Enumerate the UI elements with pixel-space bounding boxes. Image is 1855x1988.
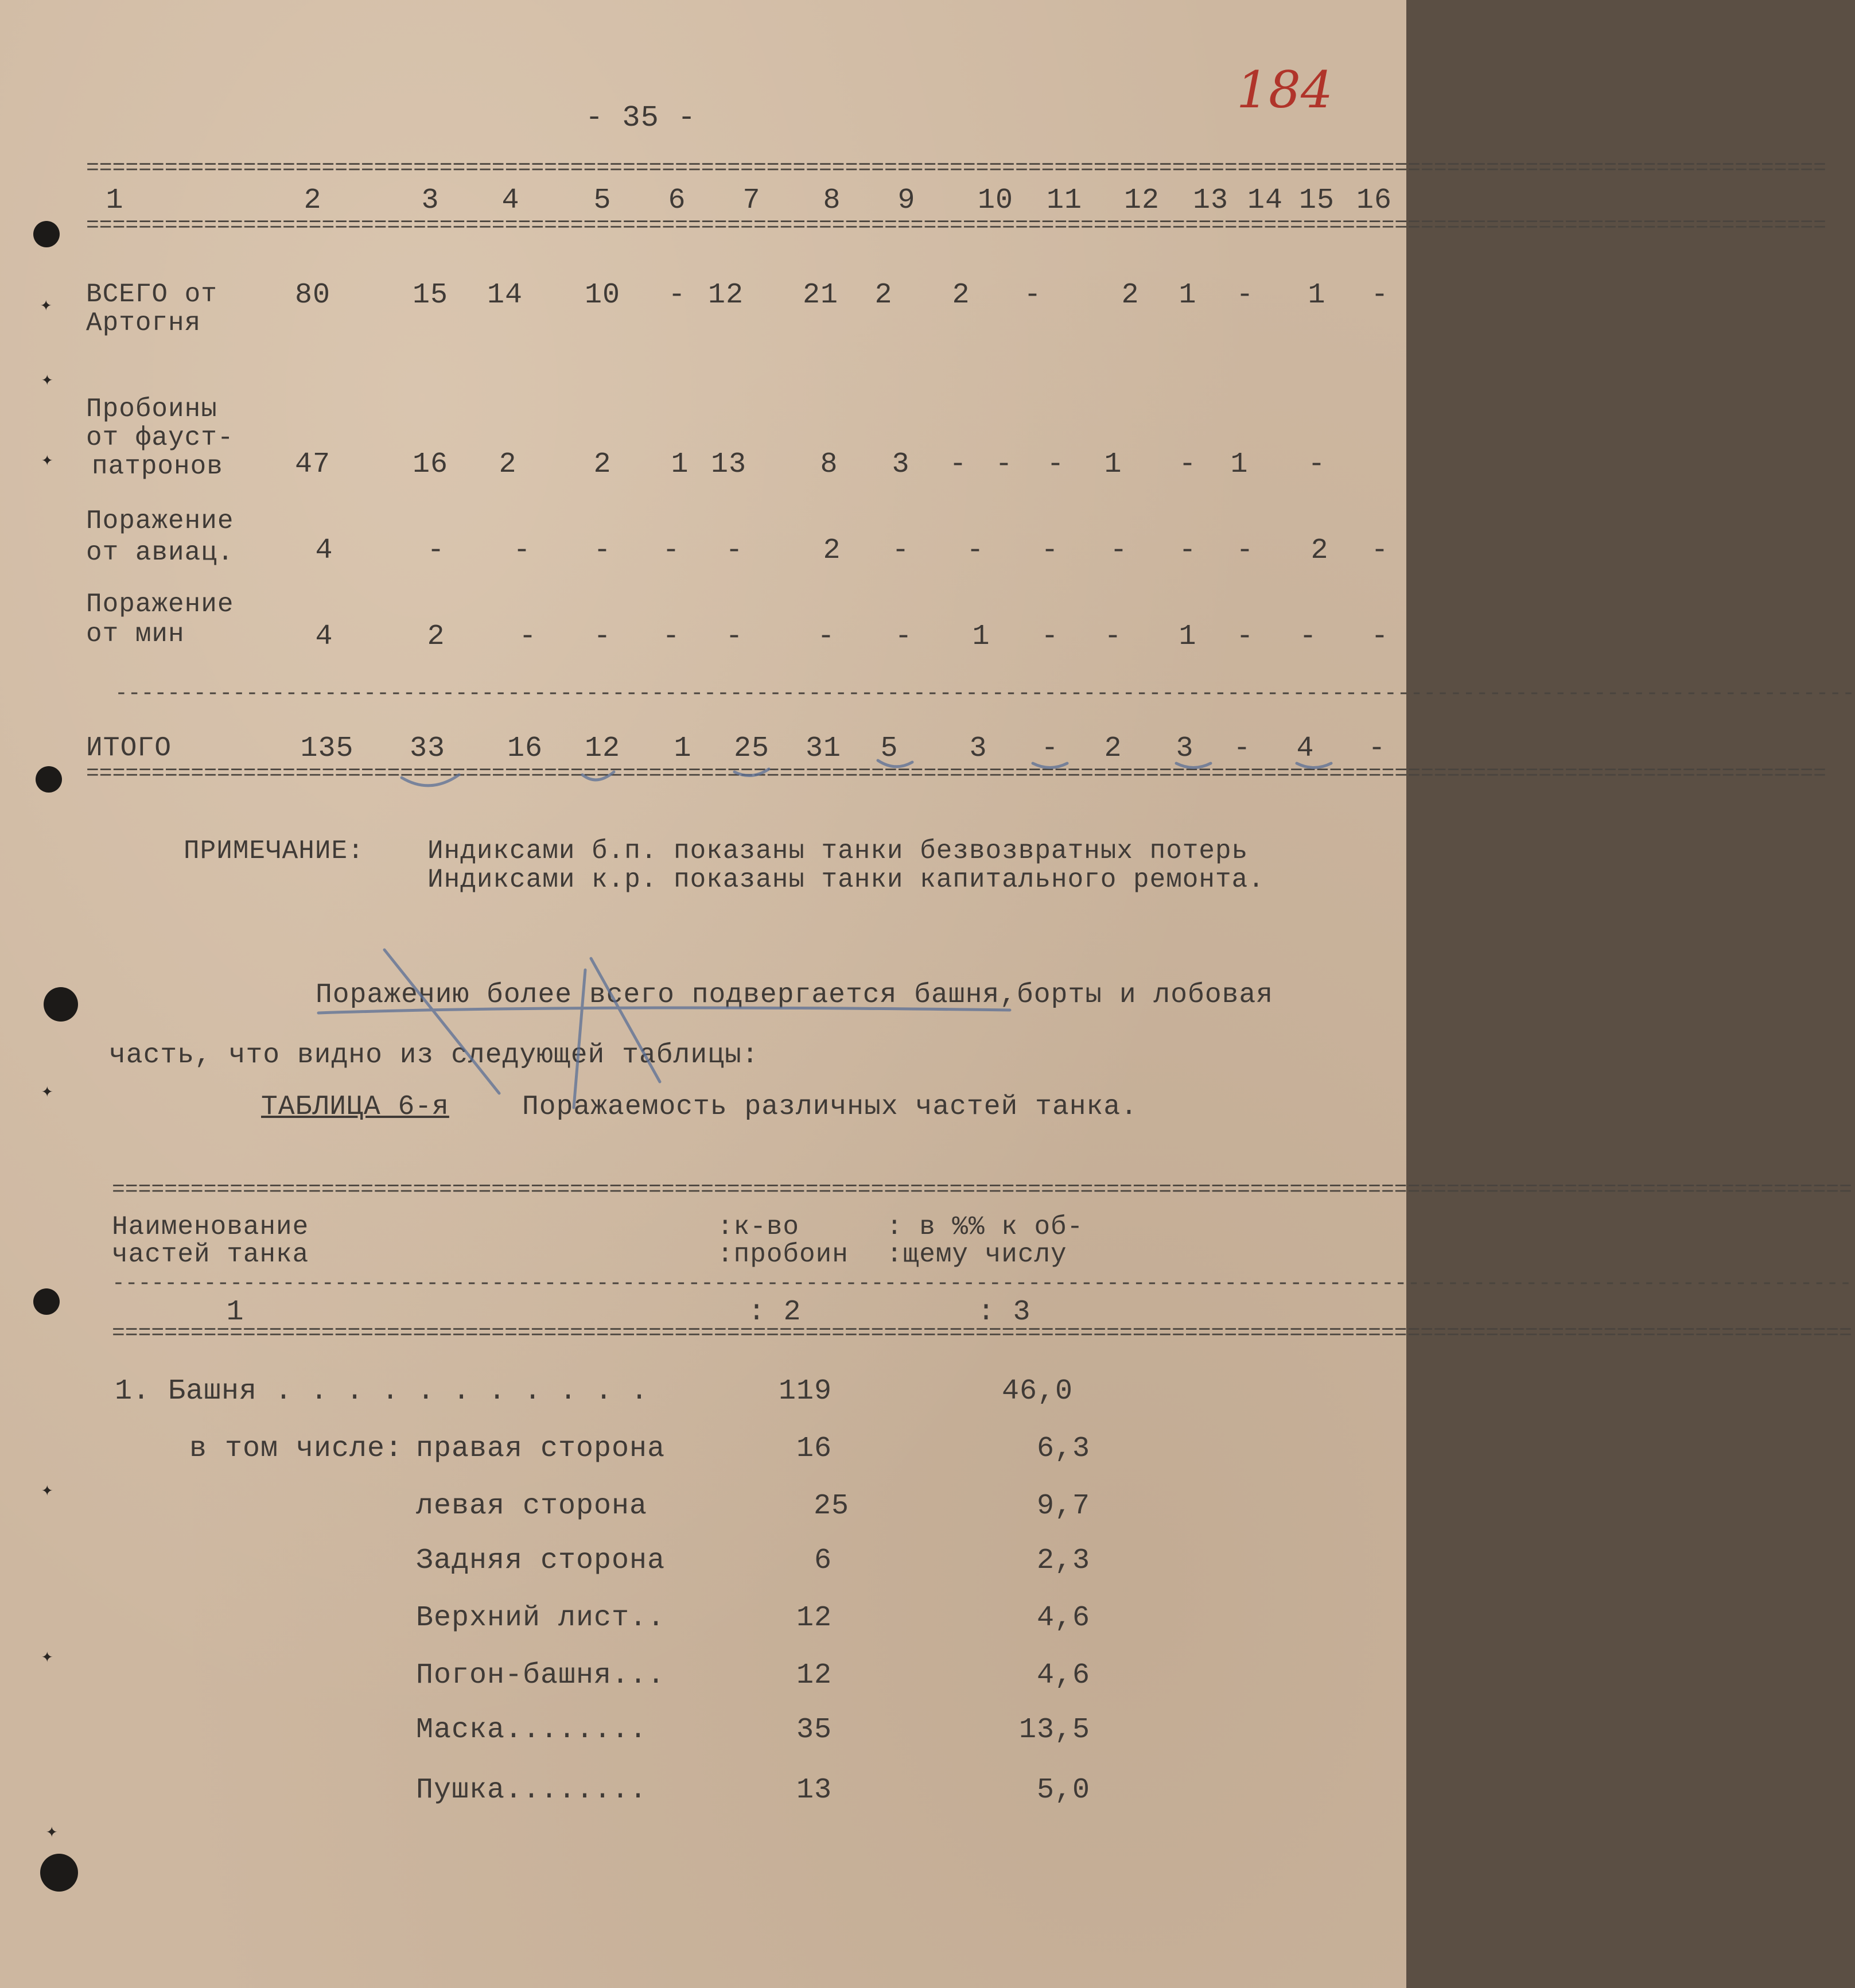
table-cell: 2	[1121, 279, 1140, 312]
column-number: 10	[977, 184, 1013, 217]
column-header-line: : в %% к об-	[886, 1212, 1084, 1242]
column-number: 1	[226, 1296, 244, 1329]
column-number: 16	[1356, 184, 1392, 217]
column-number: 15	[1298, 184, 1335, 217]
hits-count: 13	[796, 1774, 832, 1807]
column-number: 9	[897, 184, 916, 217]
note-line: Индиксами б.п. показаны танки безвозвратных потерь	[427, 836, 1249, 866]
table-cell: -	[513, 534, 531, 567]
hits-percent: 5,0	[1036, 1774, 1090, 1807]
column-number: : 2	[748, 1296, 802, 1329]
table-cell: 13	[710, 448, 746, 481]
hits-percent: 9,7	[1036, 1490, 1090, 1523]
table-cell: -	[593, 534, 612, 567]
table-cell: 5	[880, 732, 899, 765]
table-cell: 25	[733, 732, 769, 765]
column-header-line: :пробоин	[717, 1240, 849, 1269]
row-label-line: от фауст-	[86, 423, 234, 453]
table-cell: 2	[952, 279, 970, 312]
table-cell: -	[662, 534, 680, 567]
table-cell: -	[1233, 732, 1251, 765]
table-cell: 16	[507, 732, 543, 765]
table-cell: 8	[820, 448, 838, 481]
hits-count: 6	[814, 1544, 832, 1577]
table-cell: 1	[1179, 279, 1197, 312]
paragraph-line: часть, что видно из следующей таблицы:	[109, 1040, 759, 1071]
table-cell: 135	[300, 732, 354, 765]
table-cell: -	[593, 620, 612, 653]
column-header-line: :к-во	[717, 1212, 800, 1242]
archive-document-page: ✦ ✦ ✦ ✦ ✦ ✦ ✦ - 35 - 184 ===================================================================================================================================== 1 2 3 4 5 6 7 8 9 10 11 12 13 14 15 16 ===================================================================================================================================== ВСЕГО от Артогня 80 15 14 10 - 12 21 2 2 - 2 1 - 1 - Пробоины от фауст- патронов 47 16 2 2 1 13 8 3 - - - 1 - 1 - Поражение от авиац. 4 - - - - - 2 - - - - - - 2 - Поражение от мин 4 2 - - - - - - 1 - - 1 - - - ------------------------------------------------------------------------------------------------------------------------------------- ИТОГО 135 33 16 12 1 25 31 5 3 - 2 3 - 4 - ===================================================================================================================================== ПРИМЕЧАНИЕ: Индиксами б.п. показаны танки безвозвратных потерь Индиксами к.р. показаны танки капитального ремонта. Поражению более всего подвергается башня,борты и лобовая часть, что видно из следующей таблицы: ТАБЛИЦА 6-я Поражаемость различных частей танка. ===================================================================================================================================== Наименование частей танка :к-во :пробоин : в %% к об- :щему числу ------------------------------------------------------------------------------------------------------------------------------------- 1 : 2 : 3 ===================================================================================================================================== 1. Башня . . . . . . . . . . . 119 46,0 в том числе: правая сторона 16 6,3 левая сторона 25 9,7 Задняя сторона 6 2,3 Верхний лист.. 12 4,6 Погон-башня... 12 4,6 Маска........ 35 13,5 Пушка........ 13 5,0	[0, 0, 1406, 1988]
row-label: левая сторона	[416, 1490, 648, 1523]
table-cell: -	[817, 620, 835, 653]
row-label: Погон-башня...	[416, 1659, 666, 1692]
table-cell: 3	[969, 732, 987, 765]
table-cell: -	[1368, 732, 1386, 765]
column-number: 3	[421, 184, 440, 217]
column-number: 13	[1192, 184, 1228, 217]
hits-count: 25	[813, 1490, 849, 1523]
hits-count: 12	[796, 1659, 832, 1692]
row-label: Задняя сторона	[416, 1544, 666, 1577]
table-cell: -	[1179, 448, 1197, 481]
double-rule: =====================================================================================================================================	[112, 1178, 1852, 1202]
table-cell: 33	[409, 732, 445, 765]
row-label-line: Артогня	[86, 308, 201, 338]
table-cell: -	[995, 448, 1013, 481]
table-cell: 2	[1310, 534, 1329, 567]
table-cell: -	[519, 620, 537, 653]
row-label: Маска........	[416, 1714, 648, 1746]
table-cell: -	[1179, 534, 1197, 567]
table-cell: -	[725, 620, 744, 653]
hits-percent: 2,3	[1036, 1544, 1090, 1577]
table-cell: -	[1371, 279, 1389, 312]
row-label: Пушка........	[416, 1774, 648, 1807]
table-cell: -	[1104, 620, 1122, 653]
column-number: 7	[742, 184, 761, 217]
double-rule: =====================================================================================================================================	[86, 213, 1826, 238]
column-number: 5	[593, 184, 612, 217]
table-cell: 15	[412, 279, 448, 312]
hits-count: 35	[796, 1714, 832, 1746]
hits-count: 119	[778, 1375, 832, 1408]
table-cell: -	[1024, 279, 1042, 312]
table-cell: -	[1236, 620, 1254, 653]
column-number: 11	[1046, 184, 1082, 217]
hits-percent: 6,3	[1036, 1432, 1090, 1465]
row-label-line: Поражение	[86, 506, 234, 536]
table-cell: 3	[1176, 732, 1194, 765]
hits-count: 12	[796, 1602, 832, 1634]
double-rule: =====================================================================================================================================	[112, 1321, 1852, 1346]
table-cell: -	[1308, 448, 1326, 481]
table-cell: -	[1041, 620, 1059, 653]
table-cell: 2	[1104, 732, 1122, 765]
table-cell: -	[1041, 732, 1059, 765]
row-label: 1. Башня . . . . . . . . . . .	[115, 1375, 649, 1408]
column-header-line: Наименование	[112, 1212, 309, 1242]
row-prefix: в том числе:	[189, 1432, 403, 1465]
archive-folio-number: 184	[1236, 60, 1333, 119]
table-cell: 1	[1179, 620, 1197, 653]
row-label-line: от мин	[86, 619, 185, 649]
table-cell: -	[1110, 534, 1128, 567]
total-label: ИТОГО	[86, 733, 172, 764]
note-heading: ПРИМЕЧАНИЕ:	[184, 836, 364, 866]
table-cell: 12	[584, 732, 620, 765]
column-number: : 3	[977, 1296, 1031, 1329]
table-cell: 2	[499, 448, 517, 481]
table-cell: 4	[315, 534, 333, 567]
table-cell: 10	[584, 279, 620, 312]
table-cell: 2	[823, 534, 841, 567]
column-number: 8	[823, 184, 841, 217]
table-cell: -	[1236, 279, 1254, 312]
table-cell: -	[1371, 620, 1389, 653]
note-line: Индиксами к.р. показаны танки капитального ремонта.	[427, 865, 1265, 895]
row-label-line: ВСЕГО от	[86, 279, 217, 309]
dashed-rule: -------------------------------------------------------------------------------------------------------------------------------------	[112, 1271, 1852, 1296]
double-rule: =====================================================================================================================================	[86, 156, 1826, 181]
table-cell: 1	[972, 620, 990, 653]
row-label-line: патронов	[92, 452, 223, 482]
table-cell: -	[1299, 620, 1317, 653]
column-number: 4	[501, 184, 520, 217]
row-label-line: Поражение	[86, 589, 234, 619]
table-cell: 47	[294, 448, 330, 481]
row-label-line: от авиац.	[86, 538, 234, 568]
page-number: - 35 -	[585, 101, 697, 135]
table-cell: 2	[593, 448, 612, 481]
column-number: 6	[668, 184, 686, 217]
column-number: 12	[1123, 184, 1160, 217]
table-cell: 12	[707, 279, 744, 312]
hits-count: 16	[796, 1432, 832, 1465]
table6-label: ТАБЛИЦА 6-я	[261, 1092, 449, 1123]
table-cell: 80	[294, 279, 330, 312]
table-cell: -	[1236, 534, 1254, 567]
table-cell: -	[892, 534, 910, 567]
hits-percent: 46,0	[1001, 1375, 1073, 1408]
row-label-line: Пробоины	[86, 394, 217, 424]
hits-percent: 4,6	[1036, 1659, 1090, 1692]
table-cell: 2	[427, 620, 445, 653]
column-number: 1	[106, 184, 124, 217]
table-cell: -	[662, 620, 680, 653]
table-cell: 14	[487, 279, 523, 312]
column-header-line: частей танка	[112, 1240, 309, 1269]
column-number: 2	[304, 184, 322, 217]
table6-title: Поражаемость различных частей танка.	[522, 1092, 1138, 1123]
table-cell: 2	[874, 279, 893, 312]
hits-percent: 4,6	[1036, 1602, 1090, 1634]
table-cell: 1	[1104, 448, 1122, 481]
table-cell: 1	[1308, 279, 1326, 312]
table-cell: -	[949, 448, 967, 481]
dashed-rule: -------------------------------------------------------------------------------------------------------------------------------------	[115, 681, 1855, 706]
table-cell: -	[1047, 448, 1065, 481]
row-label: Верхний лист..	[416, 1602, 666, 1634]
row-label: правая сторона	[416, 1432, 666, 1465]
table-cell: -	[1371, 534, 1389, 567]
paragraph-line: Поражению более всего подвергается башня,борты и лобовая	[316, 980, 1274, 1011]
table-cell: 3	[892, 448, 910, 481]
table-cell: -	[895, 620, 913, 653]
column-number: 14	[1247, 184, 1283, 217]
table-cell: -	[668, 279, 686, 312]
column-header-line: :щему числу	[886, 1240, 1067, 1269]
table-cell: 31	[805, 732, 841, 765]
hits-percent: 13,5	[1018, 1714, 1090, 1746]
table-cell: 16	[412, 448, 448, 481]
table-cell: -	[966, 534, 985, 567]
table-cell: 4	[1296, 732, 1315, 765]
table-cell: 1	[1230, 448, 1249, 481]
table-cell: -	[1041, 534, 1059, 567]
table-cell: -	[427, 534, 445, 567]
table-cell: 1	[671, 448, 689, 481]
table-cell: 1	[674, 732, 692, 765]
table-cell: -	[725, 534, 744, 567]
table-cell: 21	[802, 279, 838, 312]
double-rule: =====================================================================================================================================	[86, 762, 1826, 786]
table-cell: 4	[315, 620, 333, 653]
